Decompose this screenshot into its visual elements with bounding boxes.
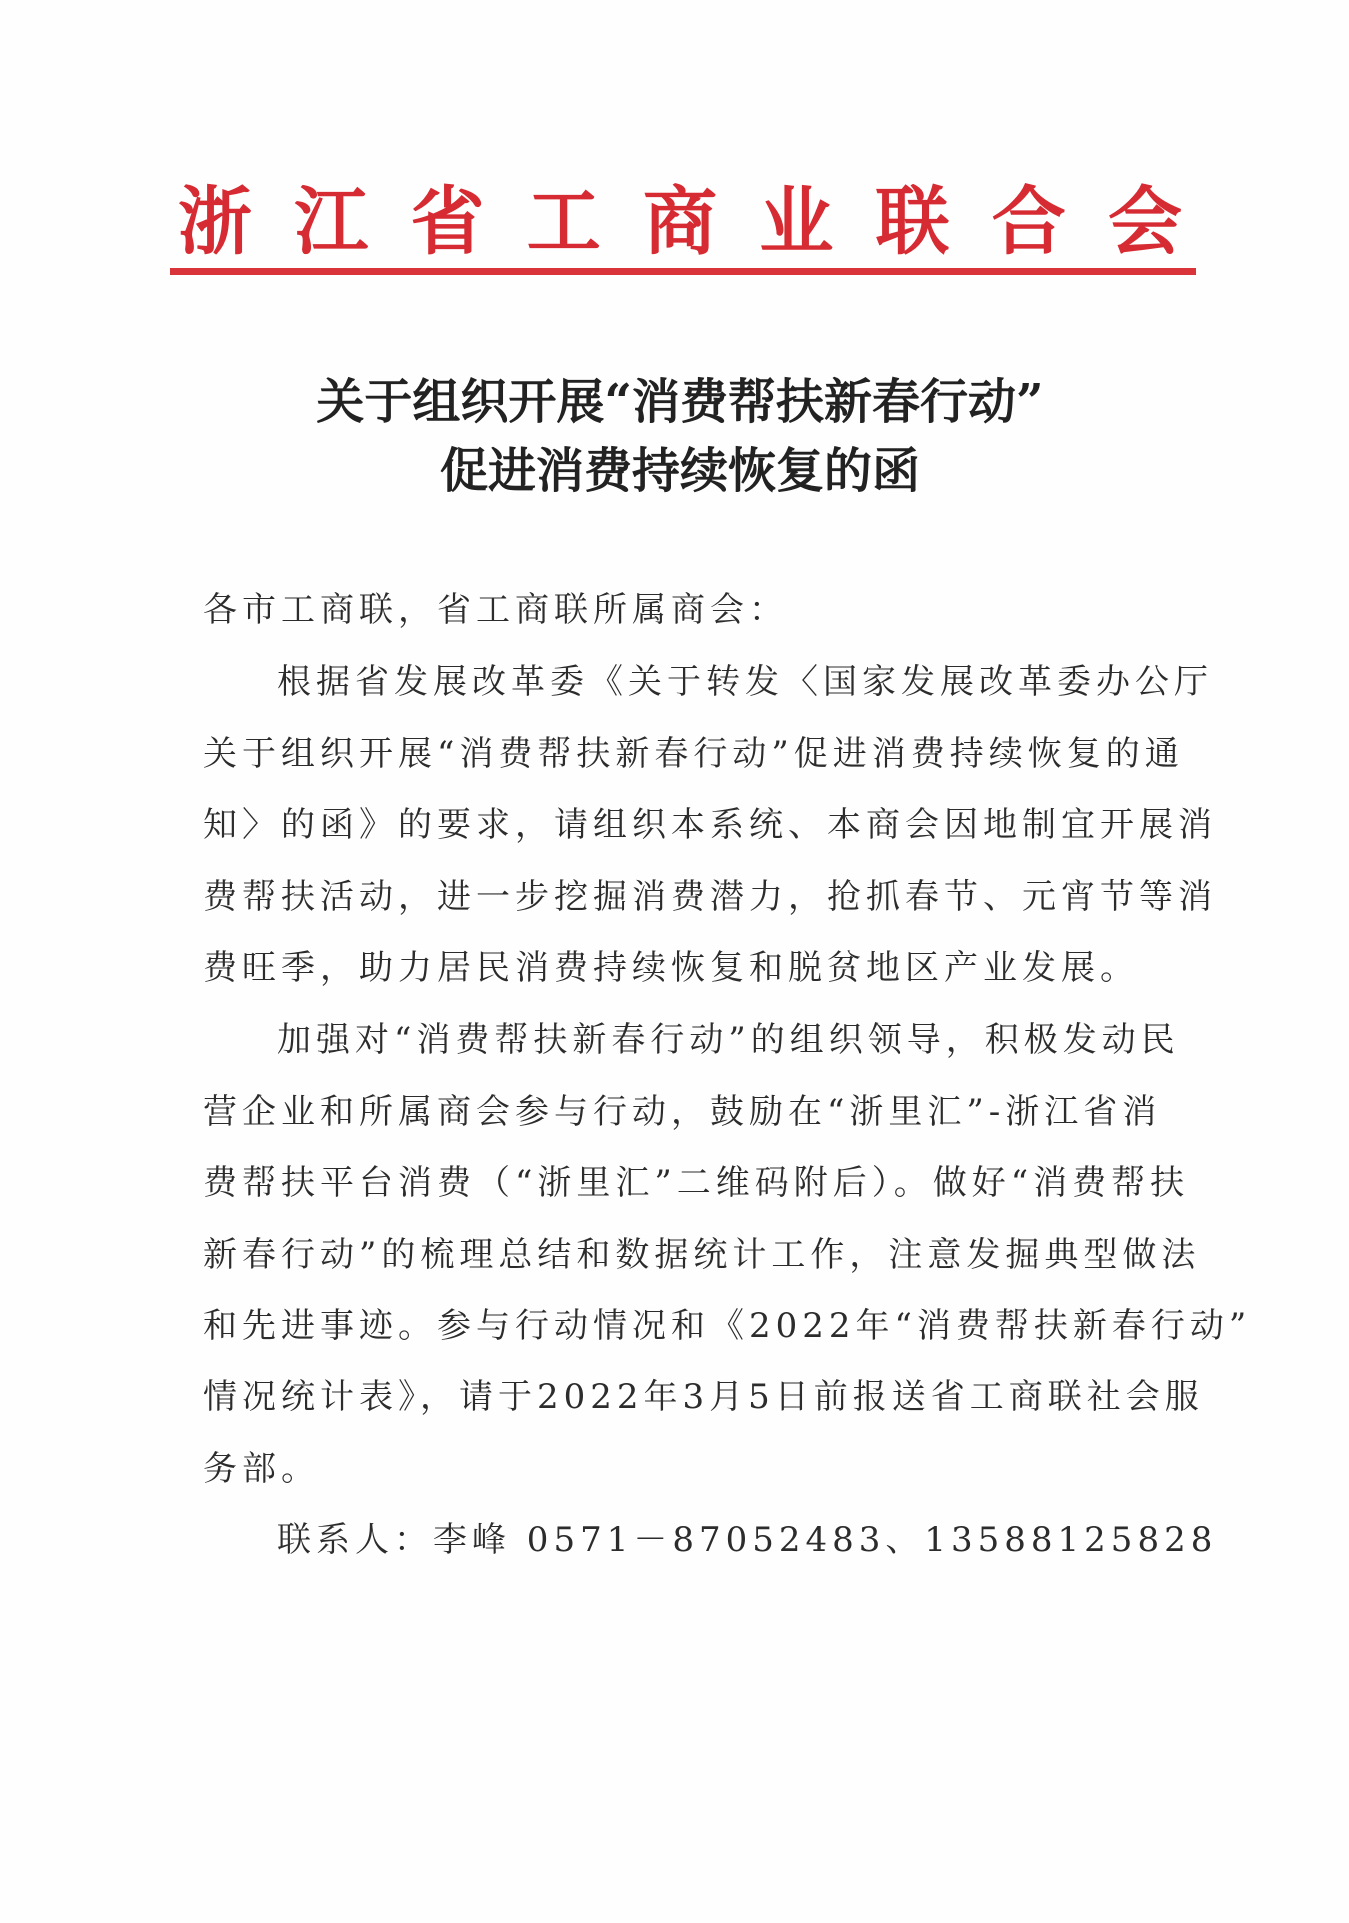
paragraph-2-line: 和先进事迹。参与行动情况和《2022年“消费帮扶新春行动”	[203, 1306, 1252, 1346]
document-title-line-2: 促进消费持续恢复的函	[439, 443, 920, 499]
paragraph-1-line: 知〉的函》的要求，请组织本系统、本商会因地制宜开展消	[203, 805, 1217, 845]
paragraph-1-line: 费旺季，助力居民消费持续恢复和脱贫地区产业发展。	[203, 948, 1139, 988]
document-title-line-1: 关于组织开展“消费帮扶新春行动”	[316, 374, 1044, 430]
letterhead-divider	[170, 268, 1196, 275]
letterhead-char: 江	[294, 179, 369, 265]
paragraph-2-line: 费帮扶平台消费（“浙里汇”二维码附后）。做好“消费帮扶	[203, 1163, 1190, 1203]
letterhead-char: 浙	[178, 179, 252, 265]
paragraph-1-line: 费帮扶活动，进一步挖掘消费潜力，抢抓春节、元宵节等消	[203, 877, 1217, 917]
salutation: 各市工商联，省工商联所属商会：	[203, 590, 788, 630]
paragraph-1-line: 根据省发展改革委《关于转发〈国家发展改革委办公厅	[277, 662, 1213, 702]
letterhead-char: 合	[991, 179, 1066, 265]
paragraph-2-line: 新春行动”的梳理总结和数据统计工作，注意发掘典型做法	[203, 1235, 1201, 1275]
letterhead-char: 工	[526, 179, 601, 265]
letterhead-char: 会	[1108, 179, 1182, 265]
paragraph-2-line: 营企业和所属商会参与行动，鼓励在“浙里汇”-浙江省消	[203, 1092, 1162, 1132]
letterhead-char: 业	[759, 179, 834, 265]
letterhead-char: 商	[643, 179, 717, 265]
letterhead-char: 省	[410, 179, 485, 265]
paragraph-2-line: 情况统计表》，请于2022年3月5日前报送省工商联社会服	[203, 1377, 1204, 1417]
contact-line: 联系人：李峰 0571－87052483、13588125828	[277, 1520, 1218, 1560]
paragraph-2-line: 务部。	[203, 1449, 320, 1489]
letterhead-title	[170, 172, 1190, 272]
paragraph-1-line: 关于组织开展“消费帮扶新春行动”促进消费持续恢复的通	[203, 734, 1184, 774]
paragraph-2-line: 加强对“消费帮扶新春行动”的组织领导，积极发动民	[277, 1020, 1180, 1060]
letterhead-char: 联	[875, 179, 950, 265]
